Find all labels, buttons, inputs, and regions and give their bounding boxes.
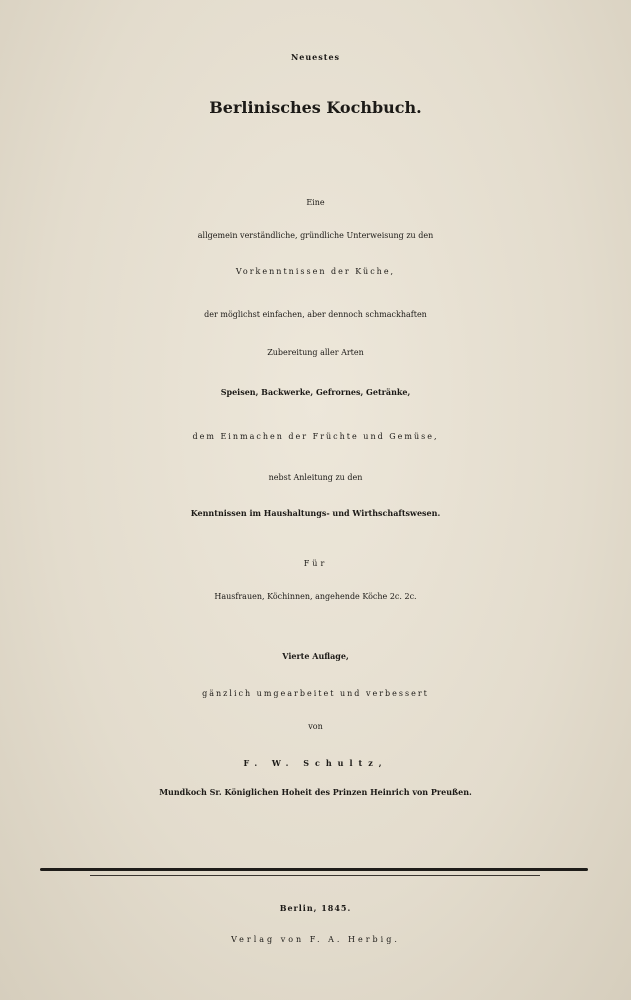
description-line-5: Zubereitung aller Arten xyxy=(267,348,364,357)
author-name: F. W. Schultz, xyxy=(243,758,388,768)
divider-rule xyxy=(40,868,588,871)
divider-rule-thin xyxy=(90,875,540,876)
by-line: von xyxy=(308,722,323,731)
subtitle-neuestes: Neuestes xyxy=(290,52,341,62)
author-title: Mundkoch Sr. Königlichen Hoheit des Prinzen Heinrich von Preußen. xyxy=(159,787,472,797)
edition-note: gänzlich umgearbeitet und verbessert xyxy=(202,689,429,698)
description-line-4: der möglichst einfachen, aber dennoch schmackhaften xyxy=(204,310,427,319)
description-line-7: dem Einmachen der Früchte und Gemüse, xyxy=(192,432,439,441)
audience-line: Hausfrauen, Köchinnen, angehende Köche 2c. 2c. xyxy=(214,592,417,601)
description-line-9: Kenntnissen im Haushaltungs- und Wirthschaftswesen. xyxy=(190,508,441,518)
edition-line: Vierte Auflage, xyxy=(282,651,349,661)
description-line-3: Vorkenntnissen der Küche, xyxy=(235,267,396,276)
description-line-2: allgemein verständliche, gründliche Unterweisung zu den xyxy=(197,231,434,240)
description-line-6: Speisen, Backwerke, Gefrornes, Getränke, xyxy=(220,387,411,397)
imprint-publisher: Verlag von F. A. Herbig. xyxy=(231,935,400,944)
imprint-city-year: Berlin, 1845. xyxy=(279,903,352,913)
book-title: Berlinisches Kochbuch. xyxy=(209,98,422,117)
description-line-8: nebst Anleitung zu den xyxy=(268,473,363,482)
description-line-1: Eine xyxy=(306,198,325,207)
audience-heading: Für xyxy=(303,559,328,568)
